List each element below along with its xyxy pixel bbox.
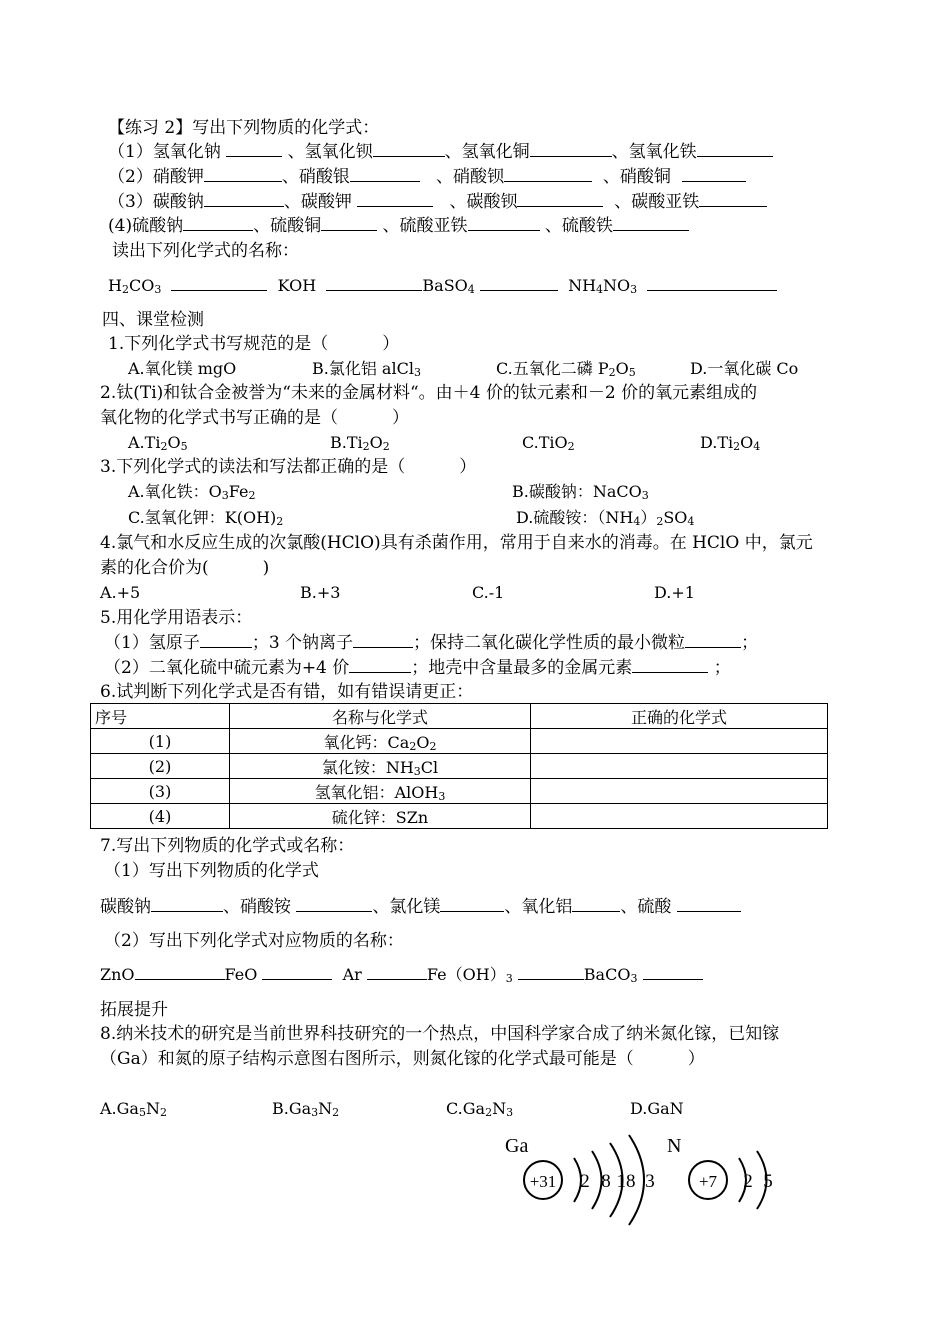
atomic-structure-diagram bbox=[495, 1125, 795, 1245]
ga-nucleus: +31 bbox=[529, 1172, 557, 1191]
blank[interactable] bbox=[204, 166, 282, 182]
blank[interactable] bbox=[613, 215, 689, 231]
blank[interactable] bbox=[518, 964, 584, 980]
q6-stem: 6.试判断下列化学式是否有错，如有错误请更正： bbox=[100, 682, 474, 702]
blank[interactable] bbox=[572, 896, 620, 912]
blank[interactable] bbox=[349, 657, 411, 673]
extend-title: 拓展提升 bbox=[100, 1000, 168, 1020]
row-number: (2) bbox=[91, 754, 230, 779]
ga-shell-electrons: 3 bbox=[645, 1171, 655, 1192]
q5-stem: 5.用化学用语表示： bbox=[100, 608, 253, 628]
blank[interactable] bbox=[204, 191, 284, 207]
q6-table bbox=[90, 703, 828, 829]
practice2-row3: （3）碳酸钠 、碳酸钾 、碳酸钡 、碳酸亚铁 bbox=[108, 191, 767, 213]
practice2-row4: (4)硫酸钠 、硫酸铜 、硫酸亚铁 、硫酸铁 bbox=[108, 215, 689, 237]
ga-label: Ga bbox=[505, 1135, 529, 1157]
blank[interactable] bbox=[632, 657, 708, 673]
ga-shell-electrons: 8 bbox=[601, 1171, 611, 1192]
q7-items1: 碳酸钠 、硝酸铵 、氯化镁 、氧化铝 、硫酸 bbox=[100, 896, 741, 918]
row-answer-cell[interactable] bbox=[531, 754, 828, 779]
q8-option-d: D.GaN bbox=[630, 1099, 684, 1118]
table-header: 序号 bbox=[91, 704, 230, 729]
n-shell-electrons: 2 bbox=[743, 1171, 753, 1192]
row-answer-cell[interactable] bbox=[531, 779, 828, 804]
q4-stem-1: 4.氯气和水反应生成的次氯酸(HClO)具有杀菌作用，常用于自来水的消毒。在 HClO 中，氯元 bbox=[100, 533, 813, 553]
q2-stem-1: 2.钛(Ti)和钛合金被誉为“未来的金属材料“。由＋4 价的钛元素和－2 价的氧元素组成的 bbox=[100, 383, 758, 403]
blank[interactable] bbox=[171, 275, 267, 291]
q7-items2: ZnO FeO Ar $Fe(OH)_3$ BaCO$_3$ bbox=[100, 964, 703, 986]
table-header: 正确的化学式 bbox=[531, 704, 828, 729]
blank[interactable] bbox=[373, 141, 445, 157]
blank[interactable] bbox=[480, 275, 558, 291]
q4-option-d: D.+1 bbox=[654, 583, 695, 602]
blank[interactable] bbox=[353, 632, 413, 648]
blank[interactable] bbox=[530, 141, 612, 157]
blank[interactable] bbox=[682, 166, 746, 182]
blank[interactable] bbox=[677, 896, 741, 912]
practice2-title: 【练习 2】写出下列物质的化学式： bbox=[108, 118, 380, 138]
blank[interactable] bbox=[183, 215, 253, 231]
blank[interactable] bbox=[440, 896, 504, 912]
n-nucleus: +7 bbox=[698, 1172, 718, 1191]
blank[interactable] bbox=[296, 896, 372, 912]
ga-shell-electrons: 2 bbox=[580, 1171, 590, 1192]
q4-option-a: A.+5 bbox=[100, 583, 141, 602]
blank[interactable] bbox=[517, 191, 603, 207]
q4-stem-2: 素的化合价为( ) bbox=[100, 558, 270, 578]
q1-option-b: B.氯化铝 alCl$_3$ bbox=[312, 359, 421, 379]
q2-option-d: $D.Ti_2O_4$ bbox=[700, 433, 761, 453]
q1-option-a: A.氧化镁 mgO bbox=[128, 359, 237, 378]
blank[interactable] bbox=[151, 896, 223, 912]
read-items: $H_2CO_3$ KOH BaSO$_4$ $NH_4NO_3$ bbox=[108, 275, 777, 297]
q2-option-b: $B.Ti_2O_2$ bbox=[330, 433, 390, 453]
row-name: 氧化钙：$Ca_2O_2$ bbox=[230, 729, 531, 754]
blank[interactable] bbox=[200, 632, 252, 648]
read-title: 读出下列化学式的名称： bbox=[112, 241, 299, 261]
row-answer-cell[interactable] bbox=[531, 804, 828, 829]
row-number: (3) bbox=[91, 779, 230, 804]
q2-stem-2: 氧化物的化学式书写正确的是（ ） bbox=[100, 408, 410, 428]
row-number: (4) bbox=[91, 804, 230, 829]
table-row bbox=[91, 804, 828, 829]
blank[interactable] bbox=[647, 275, 777, 291]
blank[interactable] bbox=[685, 632, 741, 648]
table-header: 名称与化学式 bbox=[230, 704, 531, 729]
row-name: 氢氧化铝：AlOH$_3$ bbox=[230, 779, 531, 804]
q7-sub2: （2）写出下列化学式对应物质的名称： bbox=[104, 931, 404, 951]
blank[interactable] bbox=[226, 141, 282, 157]
q8-stem-2: （Ga）和氮的原子结构示意图右图所示，则氮化镓的化学式最可能是（ ） bbox=[100, 1049, 705, 1069]
q3-option-a: A.氧化铁：$O_3Fe_2$ bbox=[128, 482, 256, 502]
q1-stem: 1.下列化学式书写规范的是（ ） bbox=[108, 334, 400, 354]
blank[interactable] bbox=[135, 964, 225, 980]
practice2-row1: （1）氢氧化钠 、氢氧化钡 、氢氧化铜 、氢氧化铁 bbox=[108, 141, 773, 163]
practice2-row2: （2）硝酸钾 、硝酸银 、硝酸钡 、硝酸铜 bbox=[108, 166, 746, 188]
blank[interactable] bbox=[262, 964, 332, 980]
blank[interactable] bbox=[699, 191, 767, 207]
q7-stem: 7.写出下列物质的化学式或名称： bbox=[100, 836, 355, 856]
q3-stem: 3.下列化学式的读法和写法都正确的是（ ） bbox=[100, 457, 477, 477]
n-label: N bbox=[667, 1135, 682, 1157]
q2-option-c: C.TiO$_2$ bbox=[522, 433, 575, 453]
row-name: 氯化铵：$NH_3Cl$ bbox=[230, 754, 531, 779]
q4-option-b: B.+3 bbox=[300, 583, 341, 602]
q3-option-c: C.氢氧化钾：$K(OH)_2$ bbox=[128, 508, 284, 528]
blank[interactable] bbox=[468, 215, 540, 231]
q1-option-d: D.一氧化碳 Co bbox=[690, 359, 799, 378]
q4-option-c: C.-1 bbox=[472, 583, 505, 602]
q1-option-c: C.五氧化二磷 $P_2O_5$ bbox=[496, 359, 636, 379]
ga-shell-electrons: 18 bbox=[616, 1171, 636, 1192]
table-row bbox=[91, 779, 828, 804]
q2-option-a: $A.Ti_2O_5$ bbox=[128, 433, 188, 453]
table-row bbox=[91, 754, 828, 779]
q3-option-d: D.硫酸铵：$(NH_4)_2SO_4$ bbox=[516, 508, 695, 528]
q8-option-c: $C.Ga_2N_3$ bbox=[446, 1099, 514, 1119]
q8-option-b: $B.Ga_3N_2$ bbox=[272, 1099, 340, 1119]
table-header-row bbox=[91, 704, 828, 729]
row-name: 硫化锌：SZn bbox=[230, 804, 531, 829]
blank[interactable] bbox=[326, 275, 422, 291]
ga-shell-arc bbox=[592, 1151, 602, 1209]
blank[interactable] bbox=[357, 191, 433, 207]
q8-stem-1: 8.纳米技术的研究是当前世界科技研究的一个热点，中国科学家合成了纳米氮化镓，已知镓 bbox=[100, 1024, 780, 1044]
blank[interactable] bbox=[643, 964, 703, 980]
row-number: (1) bbox=[91, 729, 230, 754]
row-answer-cell[interactable] bbox=[531, 729, 828, 754]
q8-option-a: $A.Ga_5N_2$ bbox=[100, 1099, 167, 1119]
n-shell-electrons: 5 bbox=[763, 1171, 773, 1192]
blank[interactable] bbox=[350, 166, 420, 182]
section4-title: 四、课堂检测 bbox=[102, 310, 204, 330]
q5-line2: （2）二氧化硫中硫元素为+4 价 ；地壳中含量最多的金属元素 ； bbox=[104, 658, 731, 678]
blank[interactable] bbox=[504, 166, 592, 182]
q7-sub1: （1）写出下列物质的化学式 bbox=[104, 861, 319, 881]
blank[interactable] bbox=[321, 215, 377, 231]
blank[interactable] bbox=[697, 141, 773, 157]
q3-option-b: B.碳酸钠：NaCO$_3$ bbox=[512, 482, 649, 502]
table-row bbox=[91, 729, 828, 754]
blank[interactable] bbox=[367, 964, 427, 980]
q5-line1: （1）氢原子 ；3 个钠离子 ；保持二氧化碳化学性质的最小微粒 ； bbox=[104, 633, 759, 653]
